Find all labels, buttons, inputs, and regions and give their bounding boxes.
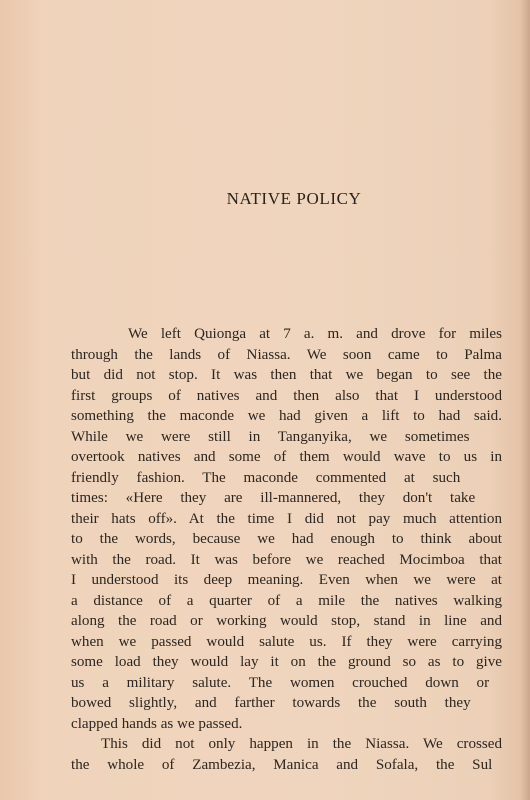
- text-line: but did not stop. It was then that we began to see the: [71, 367, 502, 383]
- body-text: [71, 324, 502, 775]
- text-line: friendly fashion. The maconde commented at such: [71, 469, 461, 486]
- text-line: clapped hands as we passed.: [71, 715, 243, 732]
- text-line: I understood its deep meaning. Even when we were at: [71, 572, 502, 588]
- text-line: their hats off». At the time I did not pay much attention: [71, 510, 502, 527]
- text-line: first groups of natives and then also that I understood: [71, 387, 502, 404]
- text-line: along the road or working would stop, stand in line and: [71, 613, 502, 629]
- text-line: through the lands of Niassa. We soon came to Palma: [71, 346, 502, 363]
- text-line: a distance of a quarter of a mile the natives walking: [71, 592, 502, 609]
- text-line: when we passed would salute us. If they were carrying: [71, 633, 502, 650]
- text-line: us a military salute. The women crouched down or: [71, 674, 490, 691]
- text-line: We left Quionga at 7 a. m. and drove for miles: [128, 326, 502, 342]
- page-edge-shadow: [520, 0, 530, 800]
- text-line: overtook natives and some of them would wave to us in: [71, 449, 502, 465]
- text-line: the whole of Zambezia, Manica and Sofala, the Sul: [71, 756, 493, 773]
- text-line: This did not only happen in the Niassa. We crossed: [101, 736, 502, 752]
- text-line: bowed slightly, and farther towards the south they: [71, 695, 471, 711]
- chapter-title: NATIVE POLICY: [226, 189, 362, 208]
- text-line: something the maconde we had given a lift to had said.: [71, 408, 502, 424]
- text-line: some load they would lay it on the ground so as to give: [71, 654, 502, 670]
- text-line: times: «Here they are ill-mannered, they don't take: [71, 490, 476, 506]
- text-line: with the road. It was before we reached Mocimboa that: [71, 551, 502, 568]
- text-line: to the words, because we had enough to think about: [71, 531, 502, 547]
- text-line: While we were still in Tanganyika, we sometimes: [71, 428, 470, 445]
